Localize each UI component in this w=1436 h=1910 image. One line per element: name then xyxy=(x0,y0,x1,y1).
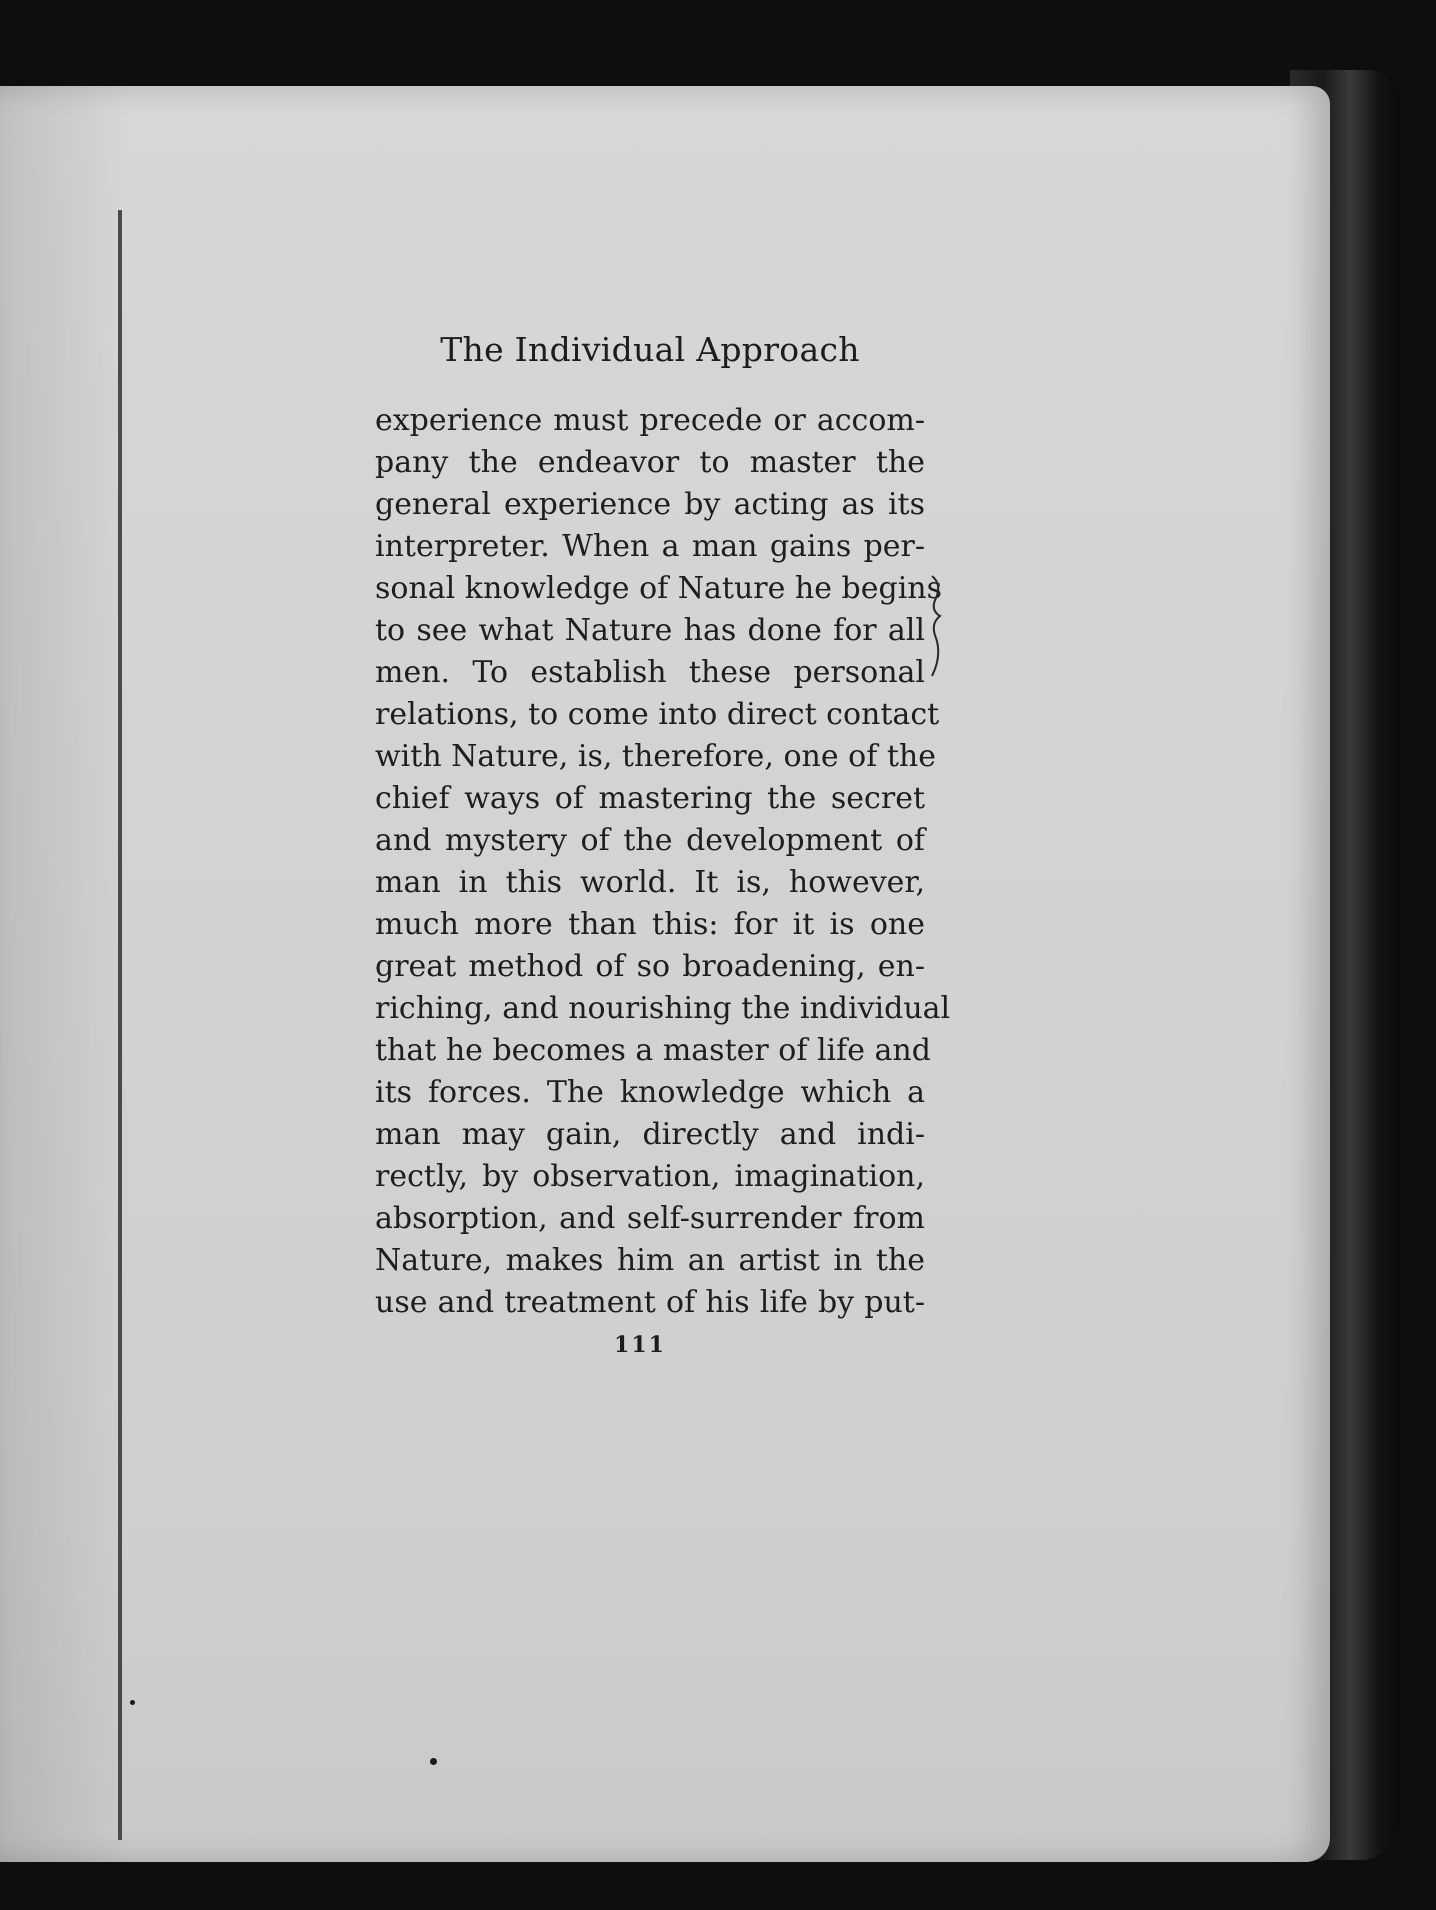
margin-bracket-mark xyxy=(928,572,948,682)
text-line: general experience by acting as its xyxy=(375,487,925,522)
text-line: to see what Nature has done for all xyxy=(375,613,925,648)
text-line: riching, and nourishing the individual xyxy=(375,991,951,1026)
text-line: chief ways of mastering the secret xyxy=(375,781,925,816)
text-line: men. To establish these personal xyxy=(375,655,925,690)
dust-speck xyxy=(130,1700,135,1705)
gutter-line xyxy=(118,210,122,1840)
text-line: relations, to come into direct contact xyxy=(375,697,940,732)
text-line: pany the endeavor to master the xyxy=(375,445,925,480)
gutter-shade xyxy=(0,86,130,1862)
text-line: that he becomes a master of life and xyxy=(375,1033,931,1068)
text-line: and mystery of the development of xyxy=(375,823,925,858)
text-line: rectly, by observation, imagination, xyxy=(375,1159,925,1194)
text-line: with Nature, is, therefore, one of the xyxy=(375,739,936,774)
text-line: Nature, makes him an artist in the xyxy=(375,1243,925,1278)
running-head: The Individual Approach xyxy=(440,330,860,369)
text-line: absorption, and self-surrender from xyxy=(375,1201,925,1236)
text-line: man in this world. It is, however, xyxy=(375,865,925,900)
dust-speck xyxy=(430,1758,437,1765)
body-text xyxy=(375,400,951,1324)
text-line: its forces. The knowledge which a xyxy=(375,1075,925,1110)
text-line: much more than this: for it is one xyxy=(375,907,925,942)
page-number: 111 xyxy=(614,1332,666,1358)
text-line: great method of so broadening, en- xyxy=(375,949,925,984)
text-line: man may gain, directly and indi- xyxy=(375,1117,925,1152)
text-line: sonal knowledge of Nature he begins xyxy=(375,571,943,606)
text-line: experience must precede or accom- xyxy=(375,403,925,438)
text-line: interpreter. When a man gains per- xyxy=(375,529,925,564)
text-line: use and treatment of his life by put- xyxy=(375,1285,925,1320)
